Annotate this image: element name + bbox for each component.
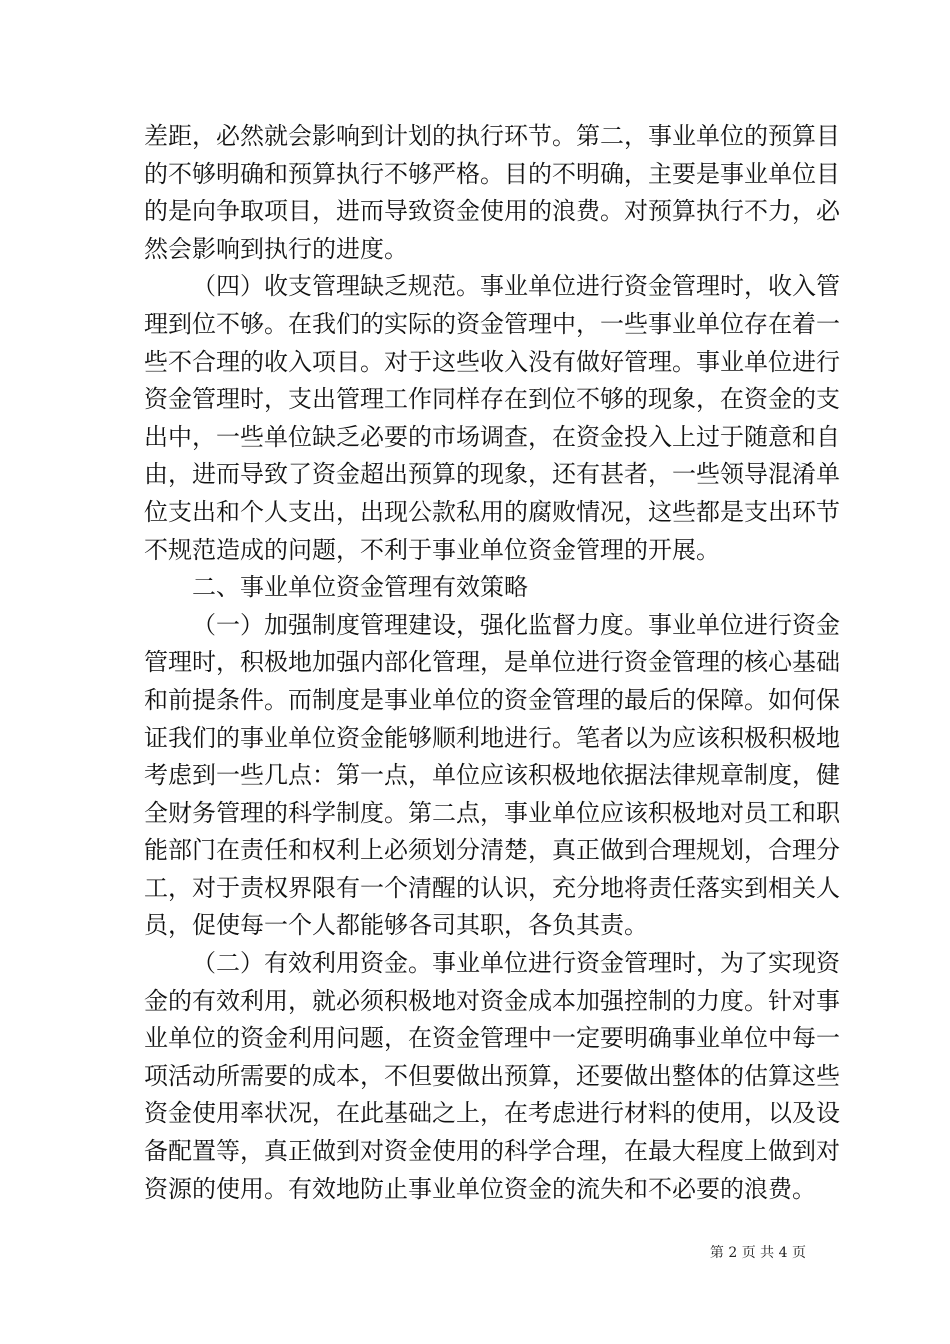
text-line: 资金使用率状况，在此基础之上，在考虑进行材料的使用，以及设: [144, 1099, 840, 1128]
text-line: 由，进而导致了资金超出预算的现象，还有甚者，一些领导混淆单: [144, 460, 840, 489]
text-line: 工，对于责权界限有一个清醒的认识，充分地将责任落实到相关人: [144, 873, 840, 902]
text-line: 位支出和个人支出，出现公款私用的腐败情况，这些都是支出环节: [144, 497, 840, 526]
section-heading-2-line: （二）有效利用资金。事业单位进行资金管理时，为了实现资: [192, 949, 840, 978]
text-line: 的不够明确和预算执行不够严格。目的不明确，主要是事业单位目: [144, 159, 840, 188]
text-line: 能部门在责任和权利上必须划分清楚，真正做到合理规划，合理分: [144, 836, 840, 865]
section-heading-4-line: （四）收支管理缺乏规范。事业单位进行资金管理时，收入管: [192, 272, 840, 301]
section-heading-1-line: （一）加强制度管理建设，强化监督力度。事业单位进行资金: [192, 610, 840, 639]
text-line: 出中，一些单位缺乏必要的市场调查，在资金投入上过于随意和自: [144, 422, 840, 451]
text-line: 然会影响到执行的进度。: [144, 234, 408, 263]
text-line: 员，促使每一个人都能够各司其职，各负其责。: [144, 911, 648, 940]
text-line: 不规范造成的问题，不利于事业单位资金管理的开展。: [144, 535, 720, 564]
text-line: 差距，必然就会影响到计划的执行环节。第二，事业单位的预算目: [144, 122, 840, 150]
text-line: 和前提条件。而制度是事业单位的资金管理的最后的保障。如何保: [144, 685, 840, 714]
text-line: 证我们的事业单位资金能够顺利地进行。笔者以为应该积极积极地: [144, 723, 840, 752]
text-line: 资源的使用。有效地防止事业单位资金的流失和不必要的浪费。: [144, 1174, 816, 1203]
text-line: 备配置等，真正做到对资金使用的科学合理，在最大程度上做到对: [144, 1137, 840, 1166]
body-text: [144, 118, 840, 1208]
text-line: 些不合理的收入项目。对于这些收入没有做好管理。事业单位进行: [144, 347, 840, 376]
text-line: 业单位的资金利用问题，在资金管理中一定要明确事业单位中每一: [144, 1024, 840, 1053]
text-line: 的是向争取项目，进而导致资金使用的浪费。对预算执行不力，必: [144, 197, 840, 226]
text-line: 资金管理时，支出管理工作同样存在到位不够的现象，在资金的支: [144, 385, 840, 414]
section-title-2: 二、事业单位资金管理有效策略: [192, 573, 528, 602]
text-line: 金的有效利用，就必须积极地对资金成本加强控制的力度。针对事: [144, 986, 840, 1015]
text-line: 全财务管理的科学制度。第二点，事业单位应该积极地对员工和职: [144, 798, 840, 827]
text-line: 管理时，积极地加强内部化管理，是单位进行资金管理的核心基础: [144, 648, 840, 677]
text-line: 项活动所需要的成本，不但要做出预算，还要做出整体的估算这些: [144, 1061, 840, 1090]
page-number: 第 2 页 共 4 页: [709, 1245, 806, 1261]
text-line: 理到位不够。在我们的实际的资金管理中，一些事业单位存在着一: [144, 309, 840, 338]
text-line: 考虑到一些几点：第一点，单位应该积极地依据法律规章制度，健: [144, 761, 840, 790]
